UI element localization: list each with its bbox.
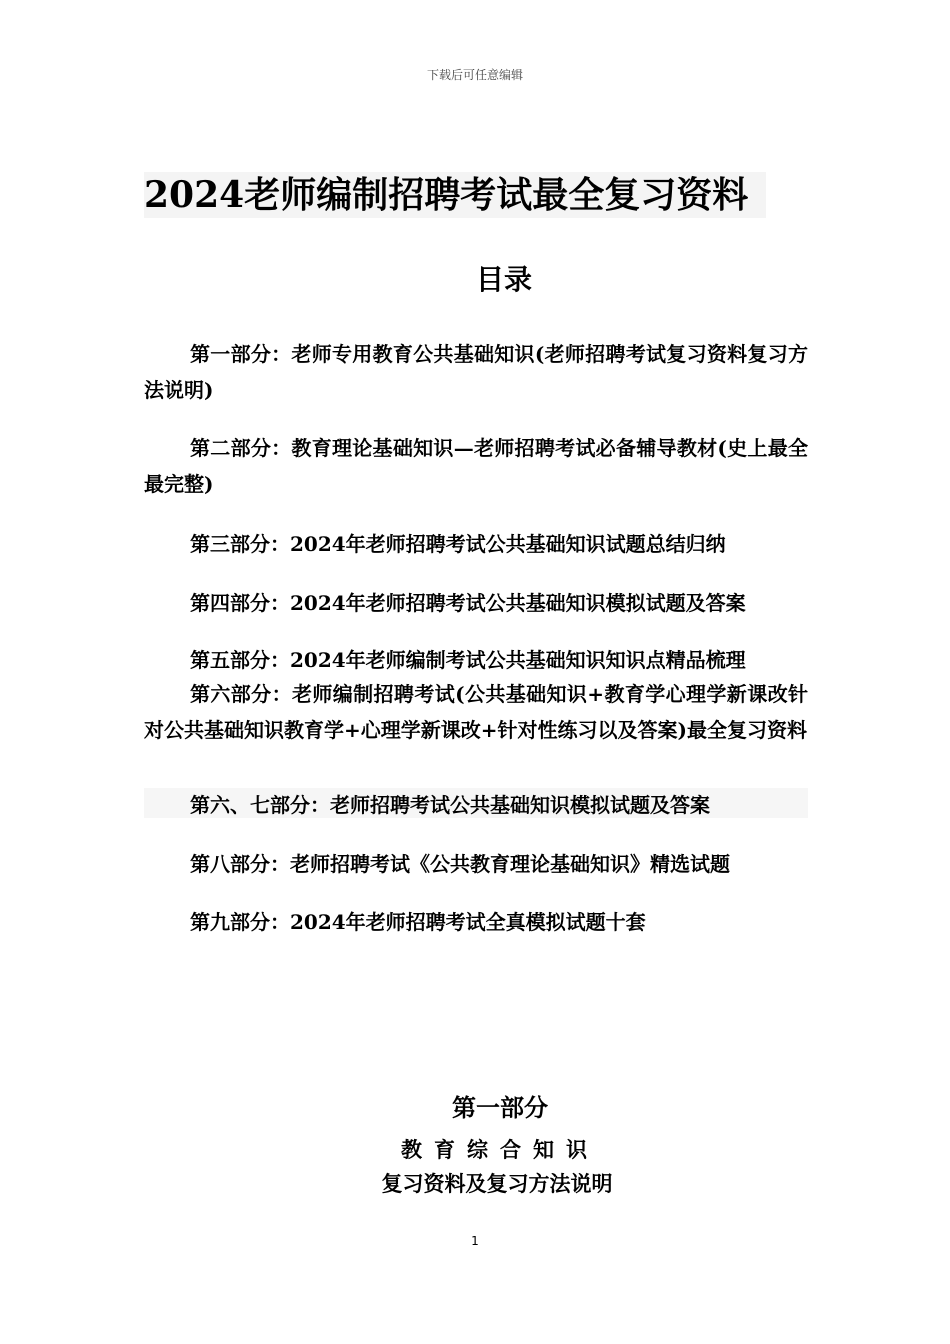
- toc-entry-part-3: 第三部分：2024年老师招聘考试公共基础知识试题总结归纳: [190, 532, 726, 556]
- toc-entry-part-1: 第一部分：老师专用教育公共基础知识(老师招聘考试复习资料复习方法说明): [144, 342, 808, 402]
- toc-entry-part-8: 第八部分：老师招聘考试《公共教育理论基础知识》精选试题: [190, 852, 730, 876]
- toc-entry-part-6-7: 第六、七部分：老师招聘考试公共基础知识模拟试题及答案: [144, 788, 808, 818]
- toc-entry-part-5: 第五部分：2024年老师编制考试公共基础知识知识点精品梳理: [190, 648, 746, 672]
- section-title: 第一部分: [452, 1093, 548, 1122]
- toc-entry-part-6: 第六部分：老师编制招聘考试(公共基础知识+教育学心理学新课改针对公共基础知识教育学+心理学新课改+针对性练习以及答案)最全复习资料: [144, 682, 808, 742]
- toc-entry-part-9: 第九部分：2024年老师招聘考试全真模拟试题十套: [190, 910, 646, 934]
- section-subtitle: 教育综合知识: [401, 1137, 599, 1162]
- section-subtitle-secondary: 复习资料及复习方法说明: [381, 1171, 613, 1196]
- page-header-note: 下载后可任意编辑: [426, 68, 523, 82]
- page-number: 1: [471, 1234, 479, 1248]
- toc-entry-part-4: 第四部分：2024年老师招聘考试公共基础知识模拟试题及答案: [190, 591, 746, 615]
- toc-entry-part-2: 第二部分：教育理论基础知识—老师招聘考试必备辅导教材(史上最全最完整): [144, 436, 808, 496]
- toc-heading: 目录: [475, 263, 532, 296]
- document-title: 2024老师编制招聘考试最全复习资料: [144, 172, 766, 218]
